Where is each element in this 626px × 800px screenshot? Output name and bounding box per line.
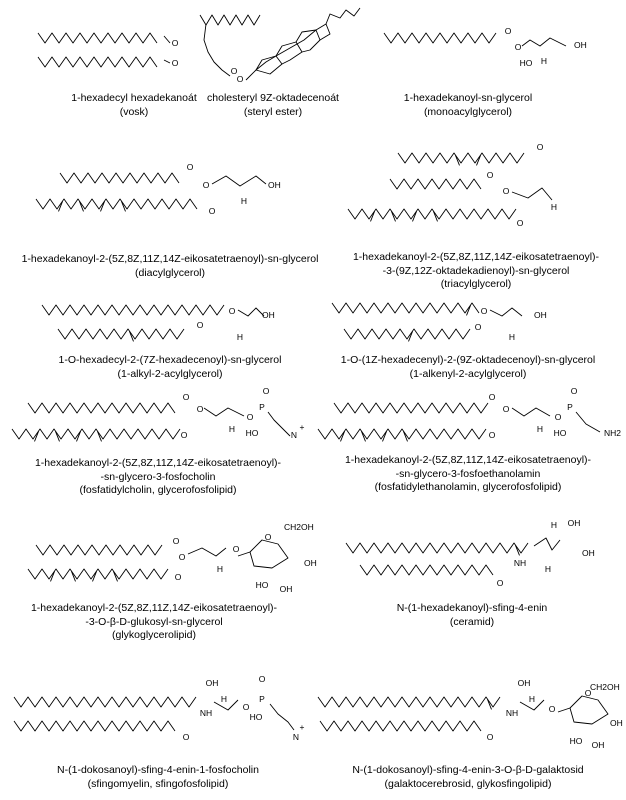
carbonyl-oxygen: O <box>230 66 238 76</box>
hydrogen-label: H <box>540 56 548 66</box>
caption-line: (1-alkyl-2-acylglycerol) <box>117 367 223 380</box>
fatty-acid-chain <box>320 721 481 731</box>
caption-p6 <box>20 354 320 381</box>
ester-oxygen: O <box>196 404 204 414</box>
carbonyl-oxygen: O <box>504 26 512 36</box>
ester-oxygen: O <box>202 180 210 190</box>
linoleoyl-chain <box>398 153 524 163</box>
caption-line: 1-hexadekanoyl-2-(5Z,8Z,11Z,14Z-eikosatetraenoyl)- <box>352 251 600 263</box>
ester-bond <box>164 36 170 43</box>
alkyl-chain <box>42 305 224 315</box>
ester-oxygen: O <box>502 186 510 196</box>
hydroxyl-label: HO <box>519 58 533 68</box>
caption-line: cholesteryl 9Z-oktadecenoát <box>207 92 339 104</box>
caption-line: 1-hexadekanoyl-2-(5Z,8Z,11Z,14Z-eikosatetraenoyl)- <box>34 457 282 469</box>
carbonyl-oxygen: O <box>496 578 504 588</box>
sphingoid-backbone <box>534 538 560 550</box>
choline-chain <box>270 704 294 730</box>
caption-line: (fosfatidylcholin, glycerofosfolipid) <box>79 484 237 496</box>
alkyl-chain <box>60 173 179 183</box>
caption-line: (steryl ester) <box>243 105 303 118</box>
fatty-acid-chain <box>200 15 260 25</box>
phosphate-oxygen: O <box>242 702 250 712</box>
caption-line: (triacylglycerol) <box>440 278 512 290</box>
carbonyl-oxygen: O <box>488 392 496 402</box>
alkyl-chain <box>334 403 488 413</box>
carbonyl-oxygen: O <box>486 170 494 180</box>
amide-label: NH <box>505 708 519 718</box>
hydroxyl-label: OH <box>582 548 595 558</box>
fatty-acid-chain <box>14 721 175 731</box>
steroid-ring <box>316 24 330 40</box>
phosphate-oxygen: O <box>246 412 254 422</box>
phosphate-oxygen: O <box>258 674 266 684</box>
caption-p12 <box>8 764 308 791</box>
hydrogen-label: H <box>216 564 224 574</box>
hydroxyl-label: HO <box>553 428 567 438</box>
caption-line: N-(1-hexadekanoyl)-sfing-4-enin <box>396 602 548 614</box>
glycerol-backbone <box>512 408 550 416</box>
carbonyl-oxygen: O <box>536 142 544 152</box>
steroid-core <box>246 30 316 80</box>
phosphorus: P <box>567 402 573 412</box>
alkenyl-chain <box>332 303 479 313</box>
caption-p4 <box>10 253 330 280</box>
hydrogen-label: H <box>536 424 544 434</box>
hydroxyl-label: HO <box>245 428 259 438</box>
caption-line: 1-O-hexadecyl-2-(7Z-hexadecenoyl)-sn-glycerol <box>58 354 282 366</box>
carbonyl-oxygen: O <box>486 732 494 742</box>
hexadecenoyl-chain <box>58 329 184 339</box>
arachidonoyl-chain <box>28 569 168 579</box>
hydroxyl-label: OH <box>567 518 581 528</box>
carbonyl-oxygen: O <box>182 392 190 402</box>
hydrogen-label: H <box>240 196 248 206</box>
amide-label: NH <box>199 708 213 718</box>
caption-line: 1-O-(1Z-hexadecenyl)-2-(9Z-oktadecenoyl)-sn-glycerol <box>340 354 596 366</box>
caption-line: 1-hexadecyl hexadekanoát <box>71 92 197 104</box>
hydroxyl-label: OH <box>610 718 623 728</box>
caption-line: N-(1-dokosanoyl)-sfing-4-enin-1-fosfocholin <box>57 764 259 776</box>
charge: + <box>299 422 305 432</box>
hydroxymethyl-label: CH2OH <box>284 522 314 532</box>
ester-oxygen: O <box>196 320 204 330</box>
ether-oxygen: O <box>480 306 488 316</box>
hydroxyl-label: HO <box>249 712 263 722</box>
hydrogen-label: H <box>550 202 558 212</box>
nitrogen: N <box>292 732 300 742</box>
caption-line: 1-hexadekanoyl-2-(5Z,8Z,11Z,14Z-eikosatetraenoyl)-sn-glycerol <box>21 253 319 265</box>
hydroxyl-label: OH <box>534 310 547 320</box>
sphingosine-chain <box>14 697 196 707</box>
caption-p11 <box>322 602 622 629</box>
sphingosine-chain <box>318 697 500 707</box>
ester-oxygen: O <box>208 206 216 216</box>
amine-label: NH2 <box>604 428 622 438</box>
ring-oxygen: O <box>584 688 592 698</box>
alkyl-chain <box>384 33 496 43</box>
sphingosine-chain <box>346 543 528 553</box>
caption-p8 <box>8 457 308 498</box>
glucose-ring <box>238 540 288 568</box>
glycerol-backbone <box>204 408 244 416</box>
carbonyl-oxygen: O <box>182 732 190 742</box>
ester-oxygen: O <box>236 74 244 84</box>
caption-line: N-(1-dokosanoyl)-sfing-4-enin-3-O-β-D-galaktosid <box>352 764 584 776</box>
hydroxyl-label: OH <box>262 310 275 320</box>
galactose-ring <box>558 696 608 724</box>
ester-oxygen: O <box>171 58 179 68</box>
glycerol-backbone <box>512 188 552 200</box>
caption-p10 <box>4 602 304 643</box>
carbonyl-oxygen: O <box>172 536 180 546</box>
ester-oxygen: O <box>180 430 188 440</box>
glycerol-backbone <box>188 548 226 556</box>
caption-p5 <box>326 251 626 292</box>
caption-line: (galaktocerebrosid, glykosfingolipid) <box>384 777 552 790</box>
hydrogen-label: H <box>544 564 552 574</box>
caption-line: 1-hexadekanoyl-2-(5Z,8Z,11Z,14Z-eikosatetraenoyl)- <box>30 602 278 614</box>
alkyl-chain <box>390 179 481 189</box>
steroid-ring <box>256 56 282 74</box>
ester-oxygen: O <box>516 218 524 228</box>
hydroxymethyl-label: CH2OH <box>590 682 620 692</box>
ester-oxygen: O <box>178 552 186 562</box>
hydroxyl-label: OH <box>304 558 317 568</box>
ring-oxygen: O <box>264 532 272 542</box>
hydrogen-label: H <box>220 694 228 704</box>
hydrogen-label: H <box>508 332 516 342</box>
caption-line: (glykoglycerolipid) <box>111 629 197 641</box>
ester-oxygen: O <box>171 38 179 48</box>
ether-oxygen: O <box>228 306 236 316</box>
hydroxyl-label: HO <box>255 580 269 590</box>
glycerol-backbone <box>212 176 266 186</box>
caption-line: (sfingomyelin, sfingofosfolipid) <box>87 777 229 790</box>
hydroxyl-label: OH <box>205 678 219 688</box>
glycerol-backbone <box>238 308 264 316</box>
caption-line: -3-O-β-D-glukosyl-sn-glycerol <box>85 615 223 628</box>
hydrogen-label: H <box>236 332 244 342</box>
oleoyl-chain <box>344 329 470 339</box>
phosphorus: P <box>259 402 265 412</box>
ester-bond <box>164 60 170 63</box>
ester-oxygen: O <box>174 572 182 582</box>
caption-line: (fosfatidylethanolamin, glycerofosfolipid) <box>374 481 562 493</box>
ester-oxygen: O <box>502 404 510 414</box>
alkyl-chain <box>38 57 157 67</box>
fatty-acid-chain <box>360 565 493 575</box>
glycerol-backbone <box>490 308 522 316</box>
nitrogen: N <box>290 430 298 440</box>
hydrogen-label: H <box>528 694 536 704</box>
caption-line: -3-(9Z,12Z-oktadekadienoyl)-sn-glycerol <box>382 264 570 277</box>
caption-p13 <box>318 764 618 791</box>
hydroxyl-label: OH <box>517 678 531 688</box>
caption-line: (vosk) <box>119 105 149 118</box>
charge: + <box>299 722 305 732</box>
glycerol-backbone <box>522 38 566 46</box>
hydrogen-label: H <box>228 424 236 434</box>
caption-line: 1-hexadekanoyl-sn-glycerol <box>403 92 533 104</box>
caption-p7 <box>318 354 618 381</box>
caption-line: (ceramid) <box>449 615 495 628</box>
carbonyl-oxygen: O <box>186 162 194 172</box>
caption-line: (diacylglycerol) <box>134 266 206 279</box>
caption-line: (monoacylglycerol) <box>423 105 513 118</box>
caption-p3 <box>318 92 618 119</box>
choline-chain <box>268 412 290 436</box>
alkyl-chain <box>36 545 162 555</box>
phosphate-oxygen: O <box>554 412 562 422</box>
ester-oxygen: O <box>488 430 496 440</box>
caption-line: -sn-glycero-3-fosfoethanolamin <box>395 467 541 480</box>
hydroxyl-label: OH <box>591 740 605 750</box>
hydroxyl-label: OH <box>574 40 587 50</box>
amide-label: NH <box>513 558 527 568</box>
side-chain <box>326 8 360 24</box>
alkyl-chain <box>28 403 175 413</box>
glycosidic-oxygen: O <box>232 544 240 554</box>
fatty-acid-chain <box>204 24 230 76</box>
alkyl-chain <box>38 33 157 43</box>
caption-line: 1-hexadekanoyl-2-(5Z,8Z,11Z,14Z-eikosatetraenoyl)- <box>344 454 592 466</box>
caption-line: (1-alkenyl-2-acylglycerol) <box>409 367 527 380</box>
hydroxyl-label: OH <box>279 584 293 594</box>
phosphorus: P <box>259 694 265 704</box>
caption-line: -sn-glycero-3-fosfocholin <box>100 470 216 483</box>
ethanolamine-chain <box>576 412 600 432</box>
ester-oxygen: O <box>474 322 482 332</box>
hydrogen-label: H <box>550 520 558 530</box>
hydroxyl-label: HO <box>569 736 583 746</box>
glycosidic-oxygen: O <box>548 704 556 714</box>
phosphate-oxygen: O <box>570 386 578 396</box>
hydroxyl-label: OH <box>268 180 281 190</box>
caption-p9 <box>318 454 618 495</box>
ester-oxygen: O <box>514 42 522 52</box>
phosphate-oxygen: O <box>262 386 270 396</box>
